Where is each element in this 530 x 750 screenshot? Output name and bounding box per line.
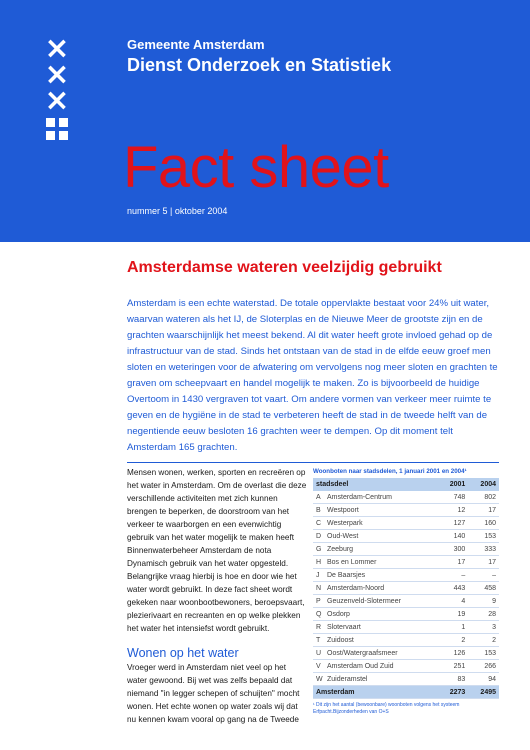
table-cell-code: N <box>313 582 324 595</box>
table-cell-name: Geuzenveld-Slotermeer <box>324 595 438 608</box>
table-row <box>313 556 499 569</box>
page-title: Fact sheet <box>123 135 389 200</box>
table-row <box>313 647 499 660</box>
cross-icon: × <box>44 83 70 118</box>
table-cell-code: T <box>313 634 324 647</box>
table-cell-y2001: 127 <box>438 517 469 530</box>
table-cell-name: Oost/Watergraafsmeer <box>324 647 438 660</box>
intro-paragraph: Amsterdam is een echte waterstad. De totale oppervlakte bestaat voor 24% uit water, waarvan wateren als het IJ, de Sloterplas en de Nieuwe Meer de grootste zijn en de grachten waarschijnlijk het meest bekend. Al dit water heeft grote invloed gehad op de infrastructuur van de stad. Sinds het ontstaan van de stad in de elfde eeuw groef men sloten en weteringen voor de afwatering om vervolgens nog meer sloten en grachten te graven om scheepvaart en handel mogelijk te maken. Zo is bijvoorbeeld de huidige Overtoom in 1430 vergraven tot vaart. Om andere vormen van verkeer meer ruimte te geven en de hygiëne in de stad te verbeteren heeft de stad in de tweede helft van de negentiende eeuw besloten 16 grachten weer te dempen. Op dit moment telt Amsterdam 165 grachten. <box>127 298 498 453</box>
table-cell-y2001: – <box>438 569 469 582</box>
table-row <box>313 504 499 517</box>
table-cell-y2001: 443 <box>438 582 469 595</box>
table-cell-y2004: 28 <box>468 608 499 621</box>
table-cell-name: Oud-West <box>324 530 438 543</box>
table-cell-code: D <box>313 530 324 543</box>
table-cell-name: De Baarsjes <box>324 569 438 582</box>
table-row <box>313 660 499 673</box>
table-cell-name: Zuidoost <box>324 634 438 647</box>
body-paragraph: Mensen wonen, werken, sporten en recreëren op het water in Amsterdam. Om de overlast die deze verschillende activiteiten met zich kunnen brengen te beperken, de doorstroom van het verkeer te waarborgen en een evenwichtig gebruik van het water mogelijk te maken heeft Binnenwaterbeheer Amsterdam de nota Dynamisch gebruik van het water opgesteld. Belangrijke vraag hierbij is hoe en door wie het water wordt gebruikt. In deze fact sheet wordt gekeken naar woonbootbewoners, beroepsvaart, plezierivaart en recreanten en op welke plekken het water het intensiefst wordt gebruikt. <box>127 468 307 633</box>
table-cell-y2001: 748 <box>438 491 469 504</box>
table-cell-y2004: 9 <box>468 595 499 608</box>
table-row <box>313 582 499 595</box>
table-cell-y2004: 153 <box>468 530 499 543</box>
article-heading: Amsterdamse wateren veelzijdig gebruikt <box>127 259 442 276</box>
table-row <box>313 517 499 530</box>
table-cell-y2001: 140 <box>438 530 469 543</box>
body-paragraph: Vroeger werd in Amsterdam niet veel op het water gewoond. Bij wet was zelfs bepaald dat niemand "in legger schepen of schuijten" mocht wonen. Het echte wonen op water zoals wij dat nu kennen kwam vooral op gang na de Tweede <box>127 663 300 724</box>
table-cell-code: C <box>313 517 324 530</box>
table-cell-y2004: 160 <box>468 517 499 530</box>
table-cell-name: Slotervaart <box>324 621 438 634</box>
table-cell-name: Bos en Lommer <box>324 556 438 569</box>
table-cell-y2001: 19 <box>438 608 469 621</box>
table-cell-y2004: 153 <box>468 647 499 660</box>
table-cell-code: G <box>313 543 324 556</box>
amsterdam-logo <box>44 31 70 140</box>
table-cell-y2001: 251 <box>438 660 469 673</box>
column-header: 2004 <box>468 478 499 491</box>
header-banner <box>0 0 530 242</box>
table-row <box>313 543 499 556</box>
table-cell-code: H <box>313 556 324 569</box>
table-cell-y2004: 802 <box>468 491 499 504</box>
table-row <box>313 608 499 621</box>
table-cell-y2001: 4 <box>438 595 469 608</box>
body-column <box>127 466 307 726</box>
table-footnote: ¹ Dit zijn het aantal (bewoonbare) woonboten volgens het systeem Erfpacht.Bijzonderheden van O+S <box>313 702 460 715</box>
squares-icon <box>46 118 68 140</box>
cross-icon: × <box>44 57 70 92</box>
table-cell-y2004: 2 <box>468 634 499 647</box>
table-cell-y2001: 17 <box>438 556 469 569</box>
table-total-name: Amsterdam <box>313 686 438 699</box>
table-cell-y2004: 3 <box>468 621 499 634</box>
divider <box>127 462 499 463</box>
table-cell-y2004: 94 <box>468 673 499 686</box>
table-row <box>313 491 499 504</box>
table-cell-y2004: 266 <box>468 660 499 673</box>
table-cell-y2001: 126 <box>438 647 469 660</box>
table-cell-name: Zeeburg <box>324 543 438 556</box>
organization-name: Gemeente Amsterdam <box>127 37 265 52</box>
table-cell-name: Amsterdam-Noord <box>324 582 438 595</box>
table-header-row <box>313 478 499 491</box>
table-row <box>313 634 499 647</box>
table-total-y2001: 2273 <box>438 686 469 699</box>
cross-icon: × <box>44 31 70 66</box>
table-cell-code: V <box>313 660 324 673</box>
table-row <box>313 530 499 543</box>
table-row <box>313 569 499 582</box>
houseboat-table <box>313 468 499 716</box>
table-cell-code: A <box>313 491 324 504</box>
table-cell-y2004: 17 <box>468 556 499 569</box>
table-cell-name: Osdorp <box>324 608 438 621</box>
table-cell-name: Zuideramstel <box>324 673 438 686</box>
table-cell-y2001: 1 <box>438 621 469 634</box>
table-cell-y2001: 83 <box>438 673 469 686</box>
table-cell-y2004: 458 <box>468 582 499 595</box>
table-caption: Woonboten naar stadsdelen, 1 januari 2001 en 2004¹ <box>313 468 467 475</box>
issue-info: nummer 5 | oktober 2004 <box>127 206 228 216</box>
table-cell-y2004: 333 <box>468 543 499 556</box>
table-row <box>313 621 499 634</box>
table-cell-y2001: 300 <box>438 543 469 556</box>
table-cell-y2001: 12 <box>438 504 469 517</box>
column-header: 2001 <box>438 478 469 491</box>
department-name: Dienst Onderzoek en Statistiek <box>127 55 392 75</box>
table-cell-name: Westpoort <box>324 504 438 517</box>
section-heading: Wonen op het water <box>127 646 239 660</box>
table-cell-code: W <box>313 673 324 686</box>
column-header: stadsdeel <box>313 478 438 491</box>
table-cell-code: U <box>313 647 324 660</box>
table-total-y2004: 2495 <box>468 686 499 699</box>
table-cell-y2004: 17 <box>468 504 499 517</box>
table-cell-y2004: – <box>468 569 499 582</box>
table-cell-code: B <box>313 504 324 517</box>
table-cell-name: Amsterdam Oud Zuid <box>324 660 438 673</box>
table-cell-name: Amsterdam-Centrum <box>324 491 438 504</box>
table-total-row <box>313 686 499 699</box>
data-table <box>313 478 499 699</box>
table-cell-code: Q <box>313 608 324 621</box>
table-cell-code: J <box>313 569 324 582</box>
table-row <box>313 595 499 608</box>
table-cell-code: R <box>313 621 324 634</box>
table-cell-y2001: 2 <box>438 634 469 647</box>
table-cell-name: Westerpark <box>324 517 438 530</box>
table-row <box>313 673 499 686</box>
table-cell-code: P <box>313 595 324 608</box>
